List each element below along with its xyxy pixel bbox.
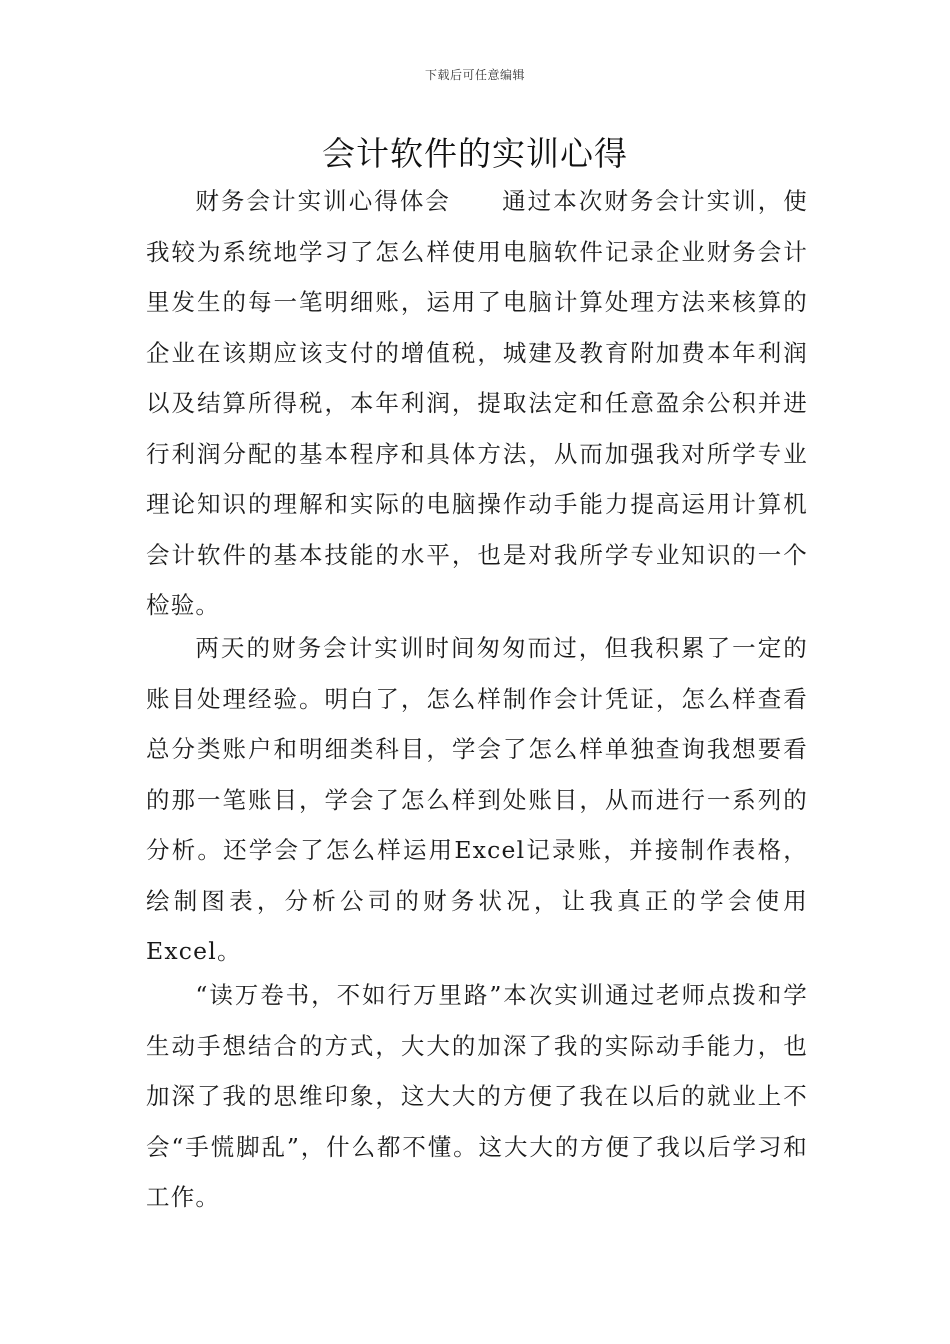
paragraph-block-3 (146, 970, 808, 1223)
header-note: 下载后可任意编辑 (424, 68, 525, 82)
body-paragraph: 财务会计实训心得体会 通过本次财务会计实训，使我较为系统地学习了怎么样使用电脑软件记录企业财务会计里发生的每一笔明细账，运用了电脑计算处理方法来核算的企业在该期应该支付的增值税，城建及教育附加费本年利润以及结算所得税，本年利润，提取法定和任意盈余公积并进行利润分配的基本程序和具体方法，从而加强我对所学专业理论知识的理解和实际的电脑操作动手能力提高运用计算机会计软件的基本技能的水平，也是对我所学专业知识的一个检验。 (146, 187, 808, 619)
paragraph-block-1 (146, 176, 808, 631)
body-paragraph: 两天的财务会计实训时间匆匆而过，但我积累了一定的账目处理经验。明白了，怎么样制作会计凭证，怎么样查看总分类账户和明细类科目，学会了怎么样单独查询我想要看的那一笔账目，学会了怎么样到处账目，从而进行一系列的分析。还学会了怎么样运用Excel记录账，并接制作表格，绘制图表，分析公司的财务状况，让我真正的学会使用Excel。 (146, 634, 808, 965)
paragraph-block-2 (146, 623, 808, 977)
body-paragraph: “读万卷书，不如行万里路”本次实训通过老师点拨和学生动手想结合的方式，大大的加深了我的实际动手能力，也加深了我的思维印象，这大大的方便了我在以后的就业上不会“手慌脚乱”，什么都不懂。这大大的方便了我以后学习和工作。 (146, 981, 808, 1211)
document-title: 会计软件的实训心得 (322, 134, 628, 173)
